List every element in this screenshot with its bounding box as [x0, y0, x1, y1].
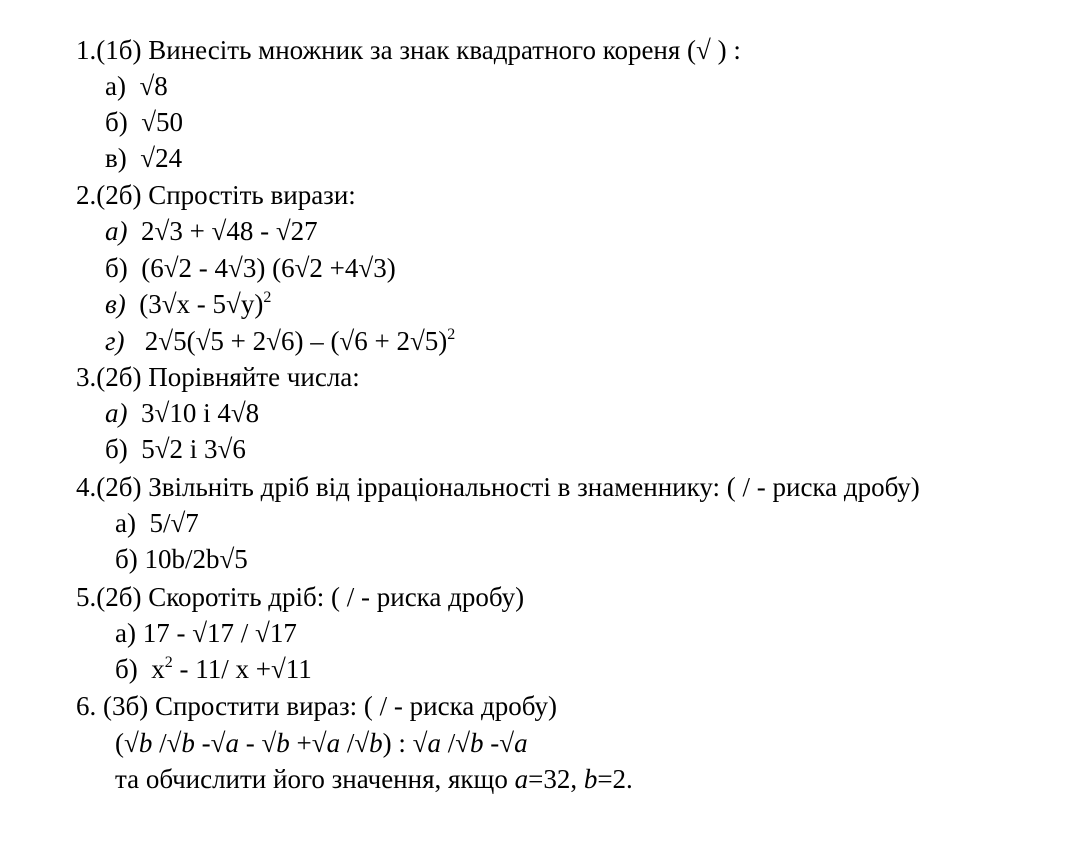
- item-expression: 2√3 + √48 - √27: [141, 216, 318, 246]
- item-expression: x: [151, 654, 165, 684]
- item-label: б): [105, 253, 128, 283]
- expr-var: a: [514, 728, 528, 758]
- expr-var: a: [326, 728, 341, 758]
- question-6-task: [115, 762, 633, 796]
- question-4-item-a: [115, 506, 199, 540]
- item-label: в): [105, 143, 127, 173]
- item-label: а): [115, 508, 136, 538]
- exponent: 2: [447, 326, 456, 343]
- question-1-item-c: [105, 141, 182, 175]
- task-text: =2.: [597, 764, 633, 794]
- question-2-item-b: [105, 251, 396, 285]
- item-expression: 3√10 і 4√8: [141, 398, 260, 428]
- item-expression: √24: [140, 143, 183, 173]
- item-expression: 10b/2b√5: [144, 544, 248, 574]
- item-label: б): [115, 544, 138, 574]
- expr-part: -√: [483, 728, 515, 758]
- question-6-title: 6. (3б) Спростити вираз: ( / - риска дробу): [76, 691, 557, 721]
- item-label: а): [115, 618, 136, 648]
- item-label: б): [105, 107, 128, 137]
- task-text: =32,: [528, 764, 584, 794]
- item-expression: 17 - √17 / √17: [142, 618, 297, 648]
- question-2-title: 2.(2б) Спростіть вирази:: [76, 180, 356, 210]
- expr-var: a: [427, 728, 441, 758]
- task-var: a: [514, 764, 529, 794]
- item-label: а): [105, 398, 128, 428]
- question-3-item-a: [105, 396, 259, 430]
- question-5-title: 5.(2б) Скоротіть дріб: ( / - риска дробу): [76, 582, 525, 612]
- item-expression: √50: [141, 107, 184, 137]
- expr-var: b: [470, 728, 484, 758]
- task-text: та обчислити його значення, якщо: [115, 764, 515, 794]
- expr-part: +√: [289, 728, 327, 758]
- question-5-item-b: [115, 652, 312, 686]
- task-var: b: [583, 764, 598, 794]
- item-expression: 5/√7: [149, 508, 199, 538]
- item-expression: (3√x - 5√y): [139, 289, 264, 319]
- expr-part: /√: [340, 728, 370, 758]
- expr-part: -√: [194, 728, 226, 758]
- exponent: 2: [164, 654, 173, 671]
- item-label: а): [105, 216, 128, 246]
- item-label: б): [105, 434, 128, 464]
- expr-var: b: [181, 728, 195, 758]
- item-expression: √8: [139, 71, 168, 101]
- question-3-item-b: [105, 432, 246, 466]
- item-expression: 2√5(√5 + 2√6) – (√6 + 2√5): [144, 326, 448, 356]
- item-label: а): [105, 71, 126, 101]
- item-label: в): [105, 289, 126, 319]
- item-expression-rest: - 11/ x +√11: [172, 654, 312, 684]
- expr-var: a: [225, 728, 239, 758]
- question-1-item-a: [105, 69, 168, 103]
- expr-var: b: [138, 728, 153, 758]
- question-2-item-d: [105, 324, 455, 358]
- expr-var: b: [276, 728, 290, 758]
- expr-var: b: [369, 728, 383, 758]
- exponent: 2: [263, 289, 272, 306]
- expr-part: /√: [440, 728, 471, 758]
- item-label: г): [105, 326, 125, 356]
- question-2-item-a: [105, 214, 318, 248]
- question-3-title: 3.(2б) Порівняйте числа:: [76, 362, 360, 392]
- expr-part: (√: [115, 728, 139, 758]
- item-label: б): [115, 654, 138, 684]
- expr-part: /√: [152, 728, 182, 758]
- item-expression: 5√2 і 3√6: [141, 434, 246, 464]
- question-1-title: 1.(1б) Винесіть множник за знак квадратного кореня (√ ) :: [76, 35, 741, 65]
- item-expression: (6√2 - 4√3) (6√2 +4√3): [141, 253, 396, 283]
- expr-part: - √: [238, 728, 277, 758]
- question-1-item-b: [105, 105, 183, 139]
- question-4-item-b: [115, 542, 248, 576]
- question-4-title: 4.(2б) Звільніть дріб від ірраціональності в знаменнику: ( / - риска дробу): [76, 472, 920, 502]
- expr-part: ) : √: [382, 728, 428, 758]
- question-2-item-c: [105, 287, 271, 321]
- question-5-item-a: [115, 616, 297, 650]
- question-6-expression: [115, 726, 528, 760]
